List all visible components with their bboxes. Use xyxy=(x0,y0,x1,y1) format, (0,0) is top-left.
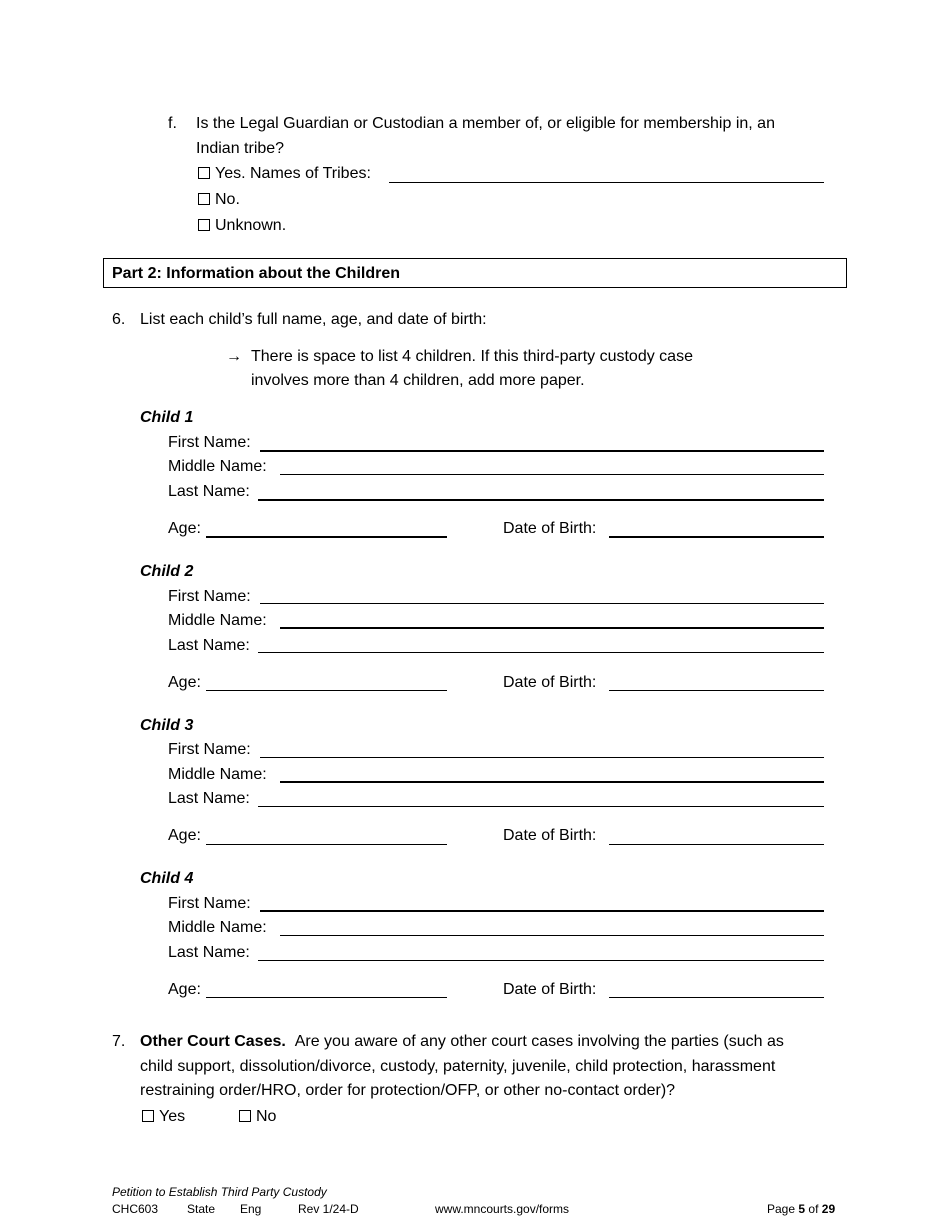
question-7-line1 xyxy=(140,1034,784,1050)
tribe-names-field[interactable] xyxy=(389,182,824,183)
child-1-first-name-field[interactable] xyxy=(260,450,824,452)
part2-heading: Part 2: Information about the Children xyxy=(112,265,401,282)
footer-form-title: Petition to Establish Third Party Custody xyxy=(112,1185,327,1199)
child-4-age-label: Age: xyxy=(168,981,201,998)
question-f-text-line1: Is the Legal Guardian or Custodian a member of, or eligible for membership in, an xyxy=(196,115,775,132)
child-4-age-field[interactable] xyxy=(206,997,447,998)
child-1-dob-label: Date of Birth: xyxy=(503,520,597,537)
question-6-text: List each child’s full name, age, and date of birth: xyxy=(140,311,487,328)
child-4-first-name-label: First Name: xyxy=(168,895,251,912)
footer-form-code: CHC603 xyxy=(112,1202,159,1216)
other-cases-yes-option[interactable] xyxy=(142,1109,185,1125)
child-1-age-field[interactable] xyxy=(206,536,447,538)
child-2-middle-name-field[interactable] xyxy=(280,627,824,629)
other-cases-yes-label: Yes xyxy=(159,1108,186,1125)
tribe-unknown-checkbox[interactable] xyxy=(198,219,210,231)
child-3-last-name-field[interactable] xyxy=(258,806,824,807)
question-7-marker: 7. xyxy=(112,1033,126,1050)
footer-scope: State xyxy=(187,1202,216,1216)
arrow-right-icon: → xyxy=(226,348,242,365)
child-3-age-label: Age: xyxy=(168,827,201,844)
child-3-age-field[interactable] xyxy=(206,844,447,845)
child-2-first-name-field[interactable] xyxy=(260,603,824,604)
tribe-no-checkbox[interactable] xyxy=(198,193,210,205)
tribe-no-option[interactable] xyxy=(198,192,240,208)
question-f-marker: f. xyxy=(168,115,177,132)
child-1-title: Child 1 xyxy=(140,409,194,426)
footer-page-number xyxy=(767,1203,835,1215)
child-1-middle-name-label: Middle Name: xyxy=(168,458,267,475)
child-1-dob-field[interactable] xyxy=(609,536,824,538)
child-4-dob-label: Date of Birth: xyxy=(503,981,597,998)
child-2-dob-field[interactable] xyxy=(609,690,824,691)
child-3-first-name-label: First Name: xyxy=(168,741,251,758)
child-4-middle-name-field[interactable] xyxy=(280,935,824,936)
tribe-yes-label: Yes. Names of Tribes: xyxy=(215,165,371,182)
question-7-text-line3: restraining order/HRO, order for protection/OFP, or other no-contact order)? xyxy=(140,1082,676,1099)
child-1-middle-name-field[interactable] xyxy=(280,474,824,475)
footer-page-of: of xyxy=(808,1202,819,1216)
child-2-last-name-field[interactable] xyxy=(258,652,824,653)
tribe-unknown-option[interactable] xyxy=(198,218,286,234)
question-6-marker: 6. xyxy=(112,311,126,328)
tribe-yes-option[interactable] xyxy=(198,166,371,182)
child-2-age-field[interactable] xyxy=(206,690,447,691)
footer-language: Eng xyxy=(240,1202,262,1216)
child-1-last-name-label: Last Name: xyxy=(168,483,250,500)
child-4-last-name-label: Last Name: xyxy=(168,944,250,961)
child-3-first-name-field[interactable] xyxy=(260,757,824,758)
footer-page-prefix: Page xyxy=(767,1202,796,1216)
part2-heading-box xyxy=(103,258,847,288)
child-3-dob-field[interactable] xyxy=(609,844,824,845)
child-1-first-name-label: First Name: xyxy=(168,434,251,451)
question-7-heading: Other Court Cases. xyxy=(140,1033,286,1050)
child-2-dob-label: Date of Birth: xyxy=(503,674,597,691)
child-4-dob-field[interactable] xyxy=(609,997,824,998)
child-1-last-name-field[interactable] xyxy=(258,499,824,501)
other-cases-no-option[interactable] xyxy=(239,1109,276,1125)
child-3-middle-name-field[interactable] xyxy=(280,781,824,783)
other-cases-yes-checkbox[interactable] xyxy=(142,1110,154,1122)
footer-website: www.mncourts.gov/forms xyxy=(435,1202,570,1216)
question-7-text-line2: child support, dissolution/divorce, custody, paternity, juvenile, child protection, harassment xyxy=(140,1058,776,1075)
child-2-age-label: Age: xyxy=(168,674,201,691)
child-3-dob-label: Date of Birth: xyxy=(503,827,597,844)
other-cases-no-checkbox[interactable] xyxy=(239,1110,251,1122)
child-4-title: Child 4 xyxy=(140,870,194,887)
question-7-text-line1: Are you aware of any other court cases involving the parties (such as xyxy=(294,1033,784,1050)
child-3-title: Child 3 xyxy=(140,717,194,734)
child-4-last-name-field[interactable] xyxy=(258,960,824,961)
child-3-middle-name-label: Middle Name: xyxy=(168,766,267,783)
tribe-unknown-label: Unknown. xyxy=(215,217,287,234)
tribe-no-label: No. xyxy=(215,191,240,208)
child-2-middle-name-label: Middle Name: xyxy=(168,612,267,629)
child-4-first-name-field[interactable] xyxy=(260,910,824,912)
child-4-middle-name-label: Middle Name: xyxy=(168,919,267,936)
question-f-text-line2: Indian tribe? xyxy=(196,140,285,157)
footer-revision: Rev 1/24-D xyxy=(298,1202,359,1216)
question-6-note-line2: involves more than 4 children, add more paper. xyxy=(251,372,585,389)
footer-page-total: 29 xyxy=(821,1202,836,1216)
child-3-last-name-label: Last Name: xyxy=(168,790,250,807)
child-2-title: Child 2 xyxy=(140,563,194,580)
tribe-yes-checkbox[interactable] xyxy=(198,167,210,179)
footer-page-current: 5 xyxy=(798,1202,806,1216)
other-cases-no-label: No xyxy=(256,1108,277,1125)
child-2-first-name-label: First Name: xyxy=(168,588,251,605)
child-2-last-name-label: Last Name: xyxy=(168,637,250,654)
question-6-note-line1: There is space to list 4 children. If this third-party custody case xyxy=(251,348,693,365)
child-1-age-label: Age: xyxy=(168,520,201,537)
